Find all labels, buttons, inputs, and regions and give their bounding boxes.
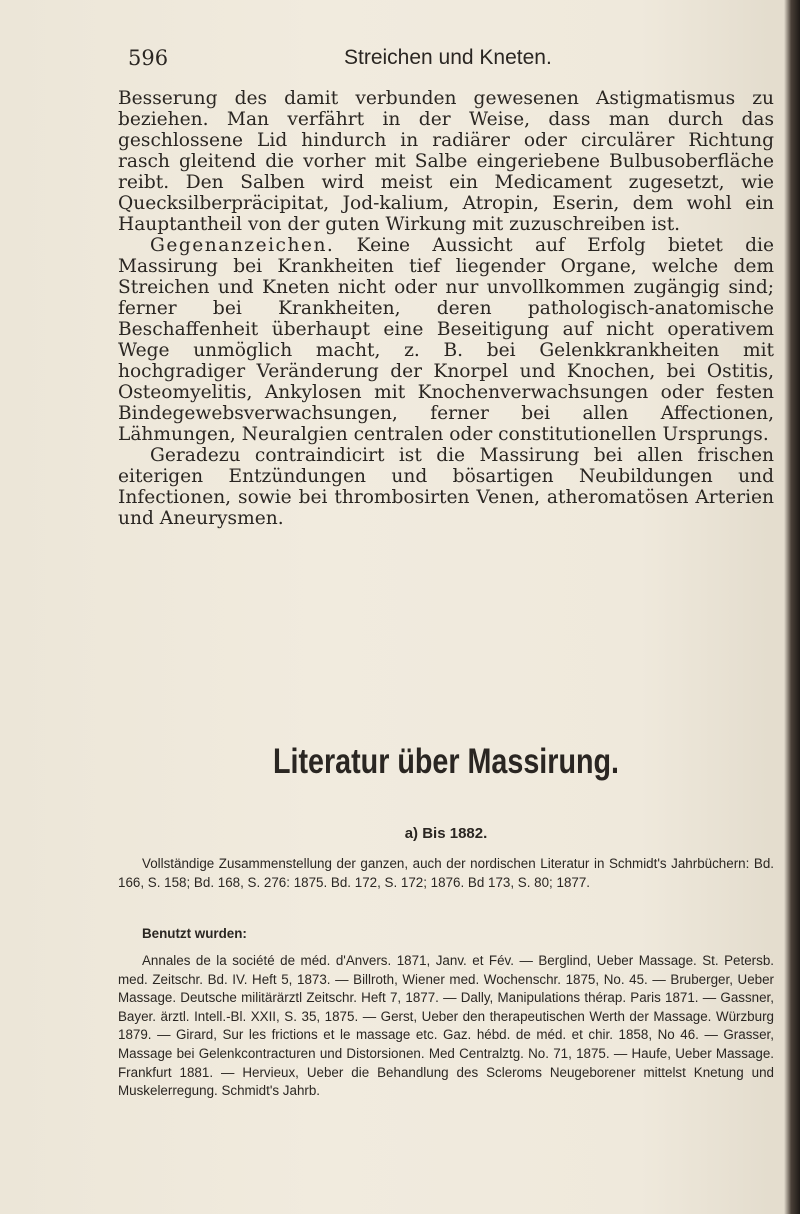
running-head bbox=[128, 46, 768, 76]
book-gutter-shadow bbox=[784, 0, 800, 1214]
paragraph-gegenanzeichen bbox=[118, 235, 774, 445]
used-sources-text: Annales de la société de méd. d'Anvers. 1871, Janv. et Fév. — Berglind, Ueber Massage. St. Petersb. med. Zeitschr. Bd. IV. Heft 5, 1873. — Billroth, Wiener med. Wochenschr. 1875, No. 45. — Bruberger, Ueber Massage. Deutsche militärärztl Zeitschr. Heft 7, 1877. — Dally, Manipulations thérap. Paris 1871. — Gassner, Bayer. ärztl. Intell.-Bl. XXII, S. 35, 1875. — Gerst, Ueber den therapeutischen Werth der Massage. Würzburg 1879. — Girard, Sur les frictions et le massage etc. Gaz. hébd. de méd. et chir. 1858, No 46. — Grasser, Massage bei Gelenkcontracturen und Distorsionen. Med Centralztg. No. 71, 1875. — Haufe, Ueber Massage. Frankfurt 1881. — Hervieux, Ueber die Behandlung des Scleroms Neugeborener mittelst Knetung und Muskelerregung. Schmidt's Jahrb. bbox=[118, 953, 774, 1099]
literature-used-list bbox=[118, 952, 774, 1101]
page-number: 596 bbox=[128, 46, 169, 70]
running-head-title: Streichen und Kneten. bbox=[344, 46, 552, 69]
gegenanzeichen-label: Gegenanzeichen. bbox=[150, 235, 335, 256]
literature-subsection: a) Bis 1882. bbox=[404, 825, 488, 842]
used-sources-label: Benutzt wurden: bbox=[142, 926, 247, 941]
body-text bbox=[118, 88, 774, 529]
literature-heading: Literatur über Massirung. bbox=[272, 742, 620, 781]
literature-complete-reference bbox=[118, 855, 774, 892]
complete-reference-text: Vollständige Zusammenstellung der ganzen, auch der nordischen Literatur in Schmidt's Jahrbüchern: Bd. 166, S. 158; Bd. 168, S. 276: 1875. Bd. 172, S. 172; 1876. Bd 173, S. 80; 1877. bbox=[118, 856, 774, 890]
paragraph-contraindications: Geradezu contraindicirt ist die Massirung bei allen frischen eiterigen Entzündungen und bösartigen Neubildungen und Infectionen, sowie bei thrombosirten Venen, atheromatösen Arterien und Aneurysmen. bbox=[118, 445, 774, 529]
paragraph-astigmatismus: Besserung des damit verbunden gewesenen Astigmatismus zu beziehen. Man verfährt in der Weise, dass man durch das geschlossene Lid hindurch in radiärer oder circulärer Richtung rasch gleitend die vorher mit Salbe eingeriebene Bulbusoberfläche reibt. Den Salben wird meist ein Medicament zugesetzt, wie Quecksilberpräcipitat, Jod-kalium, Atropin, Eserin, dem wohl ein Hauptantheil von der guten Wirkung mit zuzuschreiben ist. bbox=[118, 88, 774, 235]
gegenanzeichen-text: Keine Aussicht auf Erfolg bietet die Massirung bei Krankheiten tief liegender Organe, welche dem Streichen und Kneten nicht oder nur unvollkommen zugängig sind; ferner bei Krankheiten, deren pathologisch-anatomische Beschaffenheit überhaupt eine Beseitigung auf nicht operativem Wege unmöglich macht, z. B. bei Gelenkkrankheiten mit hochgradiger Veränderung der Knorpel und Knochen, bei Ostitis, Osteomyelitis, Ankylosen mit Knochenverwachsungen oder festen Bindegewebsverwachsungen, ferner bei allen Affectionen, Lähmungen, Neuralgien centralen oder constitutionellen Ursprungs. bbox=[118, 235, 774, 445]
